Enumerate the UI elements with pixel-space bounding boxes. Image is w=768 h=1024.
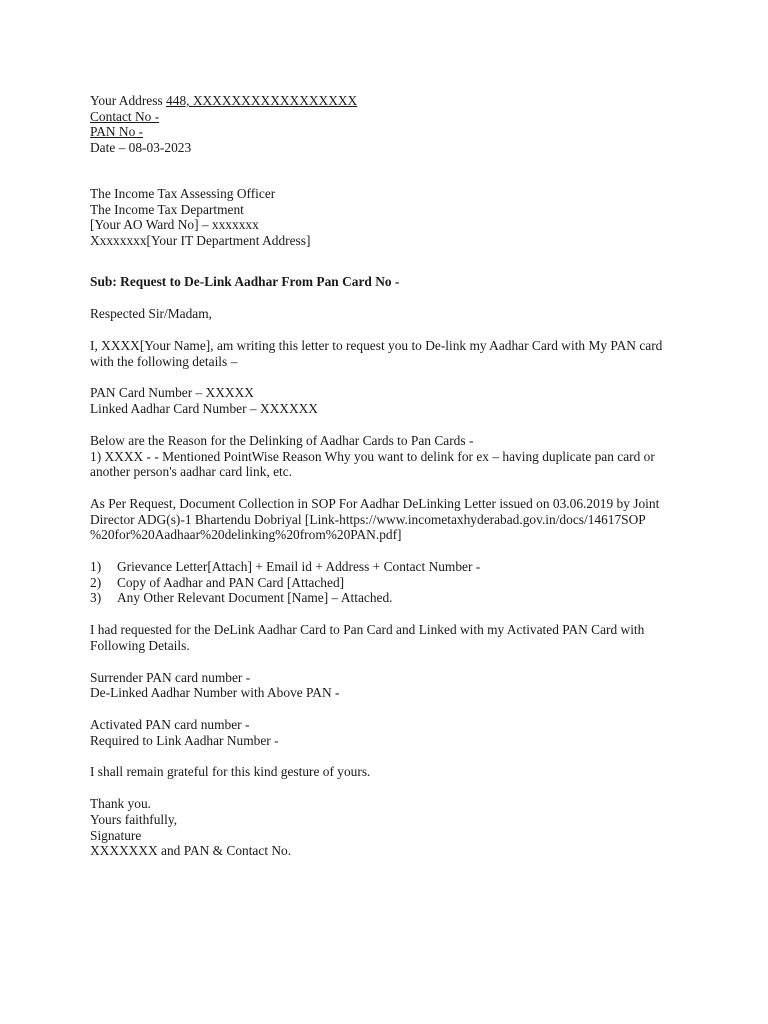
list-item-number: 3) bbox=[90, 590, 102, 606]
list-item-text: Any Other Relevant Document [Name] – Attached. bbox=[117, 590, 393, 606]
documents-list bbox=[90, 559, 690, 606]
list-item bbox=[90, 559, 690, 575]
list-item-text: Grievance Letter[Attach] + Email id + Address + Contact Number - bbox=[117, 559, 481, 575]
sender-block bbox=[90, 93, 690, 156]
pan-card-number: PAN Card Number – XXXXX bbox=[90, 385, 254, 401]
intro-line-1: I, XXXX[Your Name], am writing this letter to request you to De-link my Aadhar Card with My PAN card bbox=[90, 338, 663, 354]
sender-address-line bbox=[90, 93, 690, 109]
reason-item-line-1: 1) XXXX - - Mentioned PointWise Reason Why you want to delink for ex – having duplicate pan card or bbox=[90, 448, 655, 464]
activated-block bbox=[90, 717, 690, 748]
letter-subject: Sub: Request to De-Link Aadhar From Pan Card No - bbox=[90, 273, 400, 289]
sop-line-1: As Per Request, Document Collection in SOP For Aadhar DeLinking Letter issued on 03.06.2019 by Joint bbox=[90, 495, 660, 511]
surrender-pan: Surrender PAN card number - bbox=[90, 669, 251, 685]
addressee-line-3: [Your AO Ward No] – xxxxxxx bbox=[90, 217, 259, 233]
signer-name: XXXXXXX and PAN & Contact No. bbox=[90, 843, 292, 859]
intro-line-2: with the following details – bbox=[90, 353, 238, 369]
list-item bbox=[90, 590, 690, 606]
letter-date: Date – 08-03-2023 bbox=[90, 140, 192, 156]
sop-line-3: %20for%20Aadhaar%20delinking%20from%20PAN.pdf] bbox=[90, 527, 402, 543]
reason-item-line-2: another person's aadhar card link, etc. bbox=[90, 464, 293, 480]
reasons-heading: Below are the Reason for the Delinking of Aadhar Cards to Pan Cards - bbox=[90, 432, 474, 448]
delinked-aadhar: De-Linked Aadhar Number with Above PAN - bbox=[90, 685, 340, 701]
addressee-line-4: Xxxxxxxx[Your IT Department Address] bbox=[90, 232, 311, 248]
activated-pan: Activated PAN card number - bbox=[90, 716, 250, 732]
surrender-block bbox=[90, 670, 690, 701]
intro-paragraph bbox=[90, 338, 690, 369]
sender-contact: Contact No - bbox=[90, 108, 160, 124]
sender-pan: PAN No - bbox=[90, 124, 144, 140]
thank-you: Thank you. bbox=[90, 796, 151, 812]
addressee-line-1: The Income Tax Assessing Officer bbox=[90, 185, 276, 201]
linked-aadhar-number: Linked Aadhar Card Number – XXXXXX bbox=[90, 401, 318, 417]
list-item-text: Copy of Aadhar and PAN Card [Attached] bbox=[117, 574, 345, 590]
closing-block bbox=[90, 796, 690, 859]
list-item-number: 1) bbox=[90, 559, 102, 575]
sender-address-value: 448, XXXXXXXXXXXXXXXXX bbox=[166, 93, 358, 108]
request-line-1: I had requested for the DeLink Aadhar Card to Pan Card and Linked with my Activated PAN Card with bbox=[90, 622, 645, 638]
request-line-2: Following Details. bbox=[90, 637, 190, 653]
yours-faithfully: Yours faithfully, bbox=[90, 811, 178, 827]
sop-paragraph bbox=[90, 496, 690, 543]
salutation: Respected Sir/Madam, bbox=[90, 306, 212, 322]
signature: Signature bbox=[90, 827, 142, 843]
request-paragraph bbox=[90, 622, 690, 653]
required-aadhar: Required to Link Aadhar Number - bbox=[90, 732, 279, 748]
letter-body bbox=[90, 93, 690, 859]
addressee-line-2: The Income Tax Department bbox=[90, 201, 244, 217]
reasons-block bbox=[90, 433, 690, 480]
list-item bbox=[90, 575, 690, 591]
list-item-number: 2) bbox=[90, 574, 102, 590]
details-block bbox=[90, 385, 690, 416]
grateful-line: I shall remain grateful for this kind gesture of yours. bbox=[90, 764, 371, 780]
addressee-block bbox=[90, 186, 690, 249]
sender-address-label: Your Address bbox=[90, 93, 163, 108]
sop-line-2: Director ADG(s)-1 Bhartendu Dobriyal [Link-https://www.incometaxhyderabad.gov.in/docs/14617SOP bbox=[90, 511, 646, 527]
